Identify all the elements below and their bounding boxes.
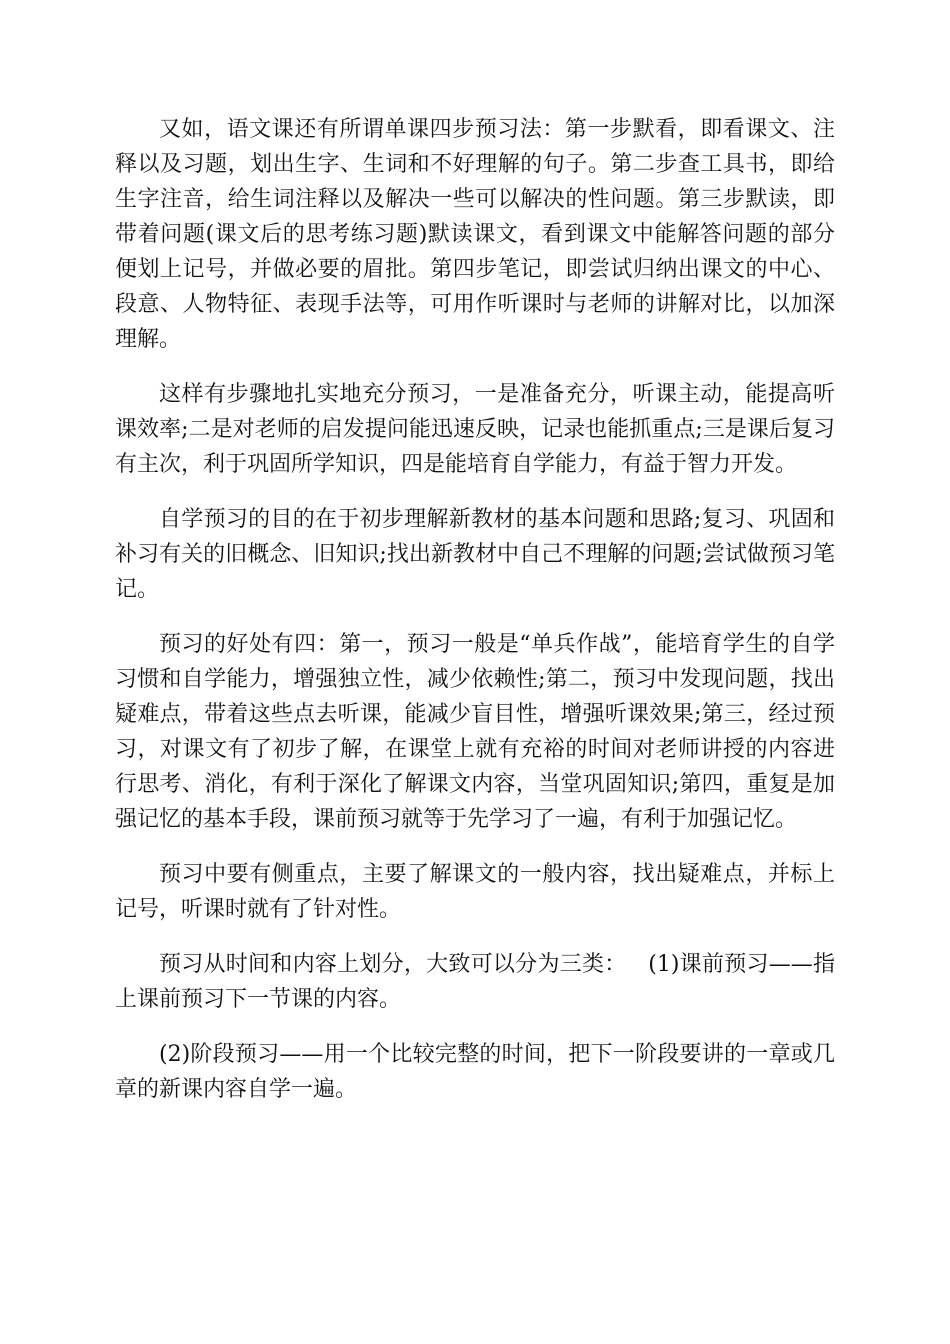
paragraph-benefits-of-steps: 这样有步骤地扎实地充分预习，一是准备充分，听课主动，能提高听课效率;二是对老师的启发提问能迅速反映，记录也能抓重点;三是课后复习有主次，利于巩固所学知识，四是能培育自学能力，有益于智力开发。 [115,382,835,477]
paragraph-four-step-method: 又如，语文课还有所谓单课四步预习法：第一步默看，即看课文、注释以及习题，划出生字、生词和不好理解的句子。第二步查工具书，即给生字注音，给生词注释以及解决一些可以解决的性问题。第三步默读，即带着问题(课文后的思考练习题)默读课文，看到课文中能解答问题的部分便划上记号，并做必要的眉批。第四步笔记，即尝试归纳出课文的中心、段意、人物特征、表现手法等，可用作听课时与老师的讲解对比，以加深理解。 [115,117,835,352]
paragraph-purpose-of-preview: 自学预习的目的在于初步理解新教材的基本问题和思路;复习、巩固和补习有关的旧概念、旧知识;找出新教材中自己不理解的问题;尝试做预习笔记。 [115,507,835,602]
paragraph-stage-preview: (2)阶段预习——用一个比较完整的时间，把下一阶段要讲的一章或几章的新课内容自学一遍。 [115,1042,835,1102]
document-page [115,112,835,1127]
paragraph-preview-types: 预习从时间和内容上划分，大致可以分为三类： (1)课前预习——指上课前预习下一节课的内容。 [115,952,835,1012]
paragraph-four-advantages: 预习的好处有四：第一，预习一般是“单兵作战”，能培育学生的自学习惯和自学能力，增强独立性，减少依赖性;第二，预习中发现问题，找出疑难点，带着这些点去听课，能减少盲目性，增强听课效果;第三，经过预习，对课文有了初步了解，在课堂上就有充裕的时间对老师讲授的内容进行思考、消化，有利于深化了解课文内容，当堂巩固知识;第四，重复是加强记忆的基本手段，课前预习就等于先学习了一遍，有利于加强记忆。 [115,632,835,832]
paragraph-focus-points: 预习中要有侧重点，主要了解课文的一般内容，找出疑难点，并标上记号，听课时就有了针对性。 [115,862,835,922]
